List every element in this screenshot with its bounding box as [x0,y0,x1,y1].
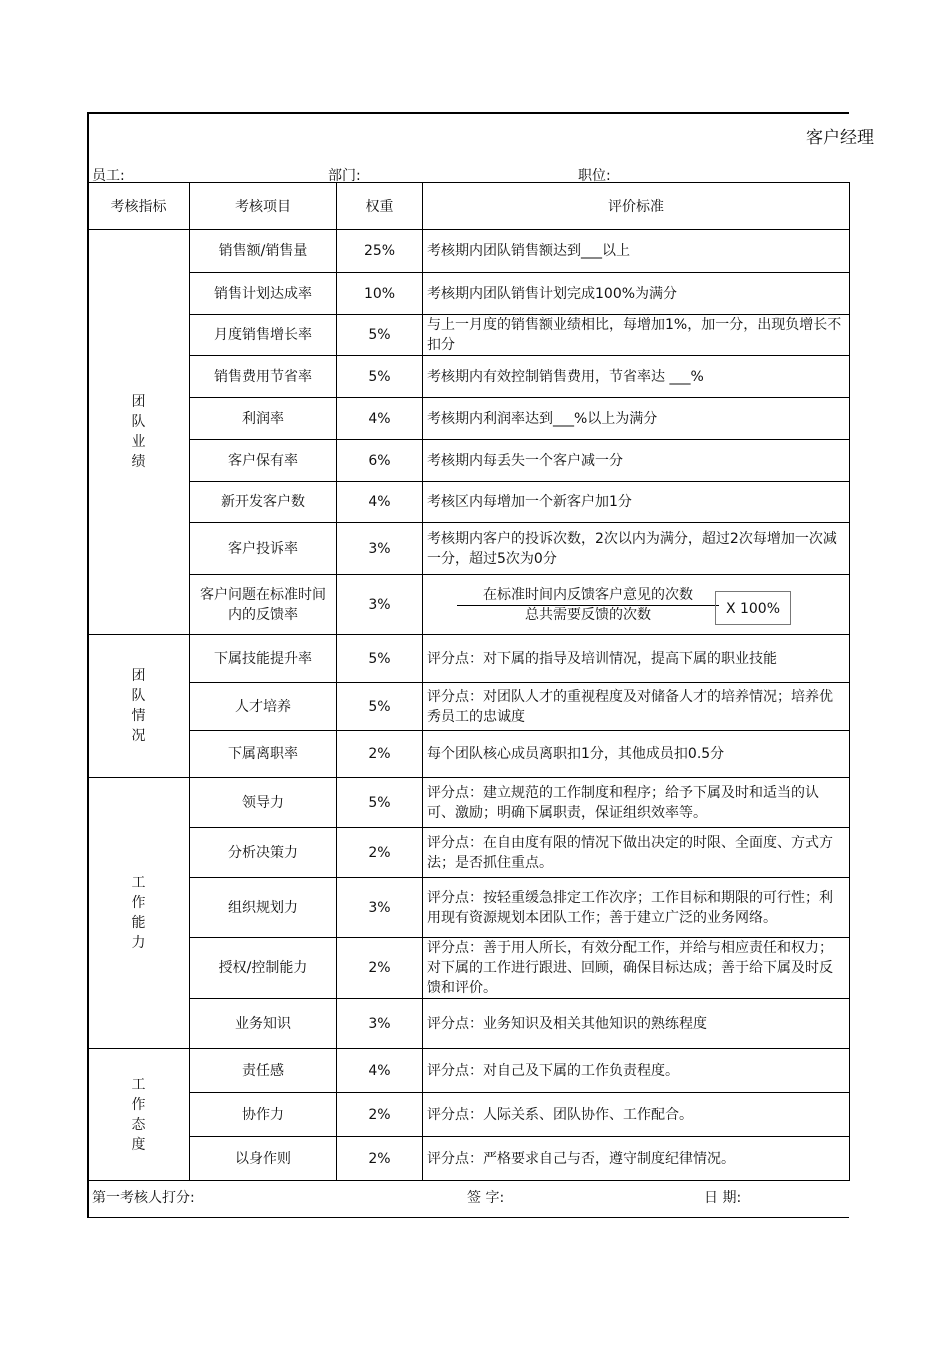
criteria-cell: 考核期内客户的投诉次数，2次以内为满分，超过2次每增加一次减一分，超过5次为0分 [423,523,850,575]
table-row [88,440,850,482]
header-criteria: 评价标准 [423,183,850,230]
item-cell: 销售费用节省率 [190,356,337,398]
table-row [88,273,850,315]
table-row [88,828,850,878]
weight-cell: 3% [337,999,423,1049]
table-row [88,356,850,398]
item-cell: 协作力 [190,1093,337,1137]
date-label: 日 期: [704,1190,742,1206]
criteria-cell: 考核期内有效控制销售费用，节省率达 ___% [423,356,850,398]
item-cell: 授权/控制能力 [190,938,337,999]
criteria-cell: 评分点：按轻重缓急排定工作次序；工作目标和期限的可行性；利用现有资源规划本团队工作；善于建立广泛的业务网络。 [423,878,850,938]
criteria-cell: 评分点：人际关系、团队协作、工作配合。 [423,1093,850,1137]
weight-cell: 5% [337,315,423,356]
table-row [88,999,850,1049]
criteria-cell: 考核期内利润率达到___%以上为满分 [423,398,850,440]
weight-cell: 2% [337,1137,423,1181]
weight-cell: 3% [337,878,423,938]
criteria-cell: 考核期内团队销售计划完成100%为满分 [423,273,850,315]
criteria-cell: 评分点：严格要求自己与否，遵守制度纪律情况。 [423,1137,850,1181]
weight-cell: 2% [337,731,423,778]
table-row [88,523,850,575]
item-cell: 下属离职率 [190,731,337,778]
criteria-cell: 考核期内每丢失一个客户减一分 [423,440,850,482]
weight-cell: 5% [337,683,423,731]
category-team-situation: 团 队 情 况 [88,635,190,778]
item-cell: 组织规划力 [190,878,337,938]
weight-cell: 10% [337,273,423,315]
table-row [88,315,850,356]
position-label: 职位: [578,168,611,184]
criteria-cell: 评分点：对团队人才的重视程度及对储备人才的培养情况；培养优秀员工的忠诚度 [423,683,850,731]
weight-cell: 2% [337,828,423,878]
item-cell: 以身作则 [190,1137,337,1181]
weight-cell: 4% [337,398,423,440]
table-row [88,230,850,273]
signature-label: 签 字: [467,1190,505,1206]
header-item: 考核项目 [190,183,337,230]
table-row [88,683,850,731]
criteria-cell: 评分点：业务知识及相关其他知识的熟练程度 [423,999,850,1049]
item-cell: 人才培养 [190,683,337,731]
criteria-cell: 评分点：建立规范的工作制度和程序；给予下属及时和适当的认可、激励；明确下属职责，保证组织效率等。 [423,778,850,828]
header-weight: 权重 [337,183,423,230]
page-title: 客户经理 [806,128,874,148]
weight-cell: 2% [337,938,423,999]
criteria-cell: 与上一月度的销售额业绩相比，每增加1%，加一分，出现负增长不扣分 [423,315,850,356]
criteria-cell: 考核期内团队销售额达到___以上 [423,230,850,273]
criteria-cell: 评分点：对下属的指导及培训情况，提高下属的职业技能 [423,635,850,683]
item-cell: 领导力 [190,778,337,828]
table-row [88,482,850,523]
category-work-attitude: 工 作 态 度 [88,1049,190,1181]
table-row [88,1137,850,1181]
scorer-label: 第一考核人打分: [92,1190,195,1206]
item-cell: 新开发客户数 [190,482,337,523]
item-cell: 责任感 [190,1049,337,1093]
weight-cell: 4% [337,1049,423,1093]
table-header-row [88,183,850,230]
table-row [88,635,850,683]
criteria-cell: 考核区内每增加一个新客户加1分 [423,482,850,523]
criteria-cell: 每个团队核心成员离职扣1分，其他成员扣0.5分 [423,731,850,778]
table-row [88,938,850,999]
item-cell: 业务知识 [190,999,337,1049]
item-cell: 月度销售增长率 [190,315,337,356]
item-cell: 客户投诉率 [190,523,337,575]
table-row [88,731,850,778]
category-team-performance: 团 队 业 绩 [88,230,190,635]
header-indicator: 考核指标 [88,183,190,230]
item-cell: 客户问题在标准时间内的反馈率 [190,575,337,635]
weight-cell: 3% [337,523,423,575]
item-cell: 销售计划达成率 [190,273,337,315]
employee-label: 员工: [92,168,125,184]
weight-cell: 5% [337,635,423,683]
department-label: 部门: [328,168,361,184]
form-bottom-rule [87,1217,849,1218]
item-cell: 分析决策力 [190,828,337,878]
weight-cell: 5% [337,778,423,828]
table-row [88,1049,850,1093]
formula-multiplier: X 100% [715,591,791,625]
item-cell: 销售额/销售量 [190,230,337,273]
item-cell: 客户保有率 [190,440,337,482]
item-cell: 利润率 [190,398,337,440]
table-row [88,778,850,828]
criteria-cell: 评分点：对自己及下属的工作负责程度。 [423,1049,850,1093]
table-row [88,1093,850,1137]
criteria-cell [423,575,850,635]
formula-denominator: 总共需要反馈的次数 [525,606,651,623]
weight-cell: 5% [337,356,423,398]
category-work-ability: 工 作 能 力 [88,778,190,1049]
criteria-cell: 评分点：善于用人所长，有效分配工作，并给与相应责任和权力；对下属的工作进行跟进、回顾，确保目标达成；善于给下属及时反馈和评价。 [423,938,850,999]
weight-cell: 25% [337,230,423,273]
weight-cell: 2% [337,1093,423,1137]
criteria-cell: 评分点：在自由度有限的情况下做出决定的时限、全面度、方式方法；是否抓住重点。 [423,828,850,878]
weight-cell: 6% [337,440,423,482]
evaluation-table [87,182,850,1181]
formula-numerator: 在标准时间内反馈客户意见的次数 [457,585,719,606]
feedback-rate-formula [427,585,845,625]
weight-cell: 3% [337,575,423,635]
table-row [88,575,850,635]
table-row [88,878,850,938]
table-row [88,398,850,440]
item-cell: 下属技能提升率 [190,635,337,683]
weight-cell: 4% [337,482,423,523]
